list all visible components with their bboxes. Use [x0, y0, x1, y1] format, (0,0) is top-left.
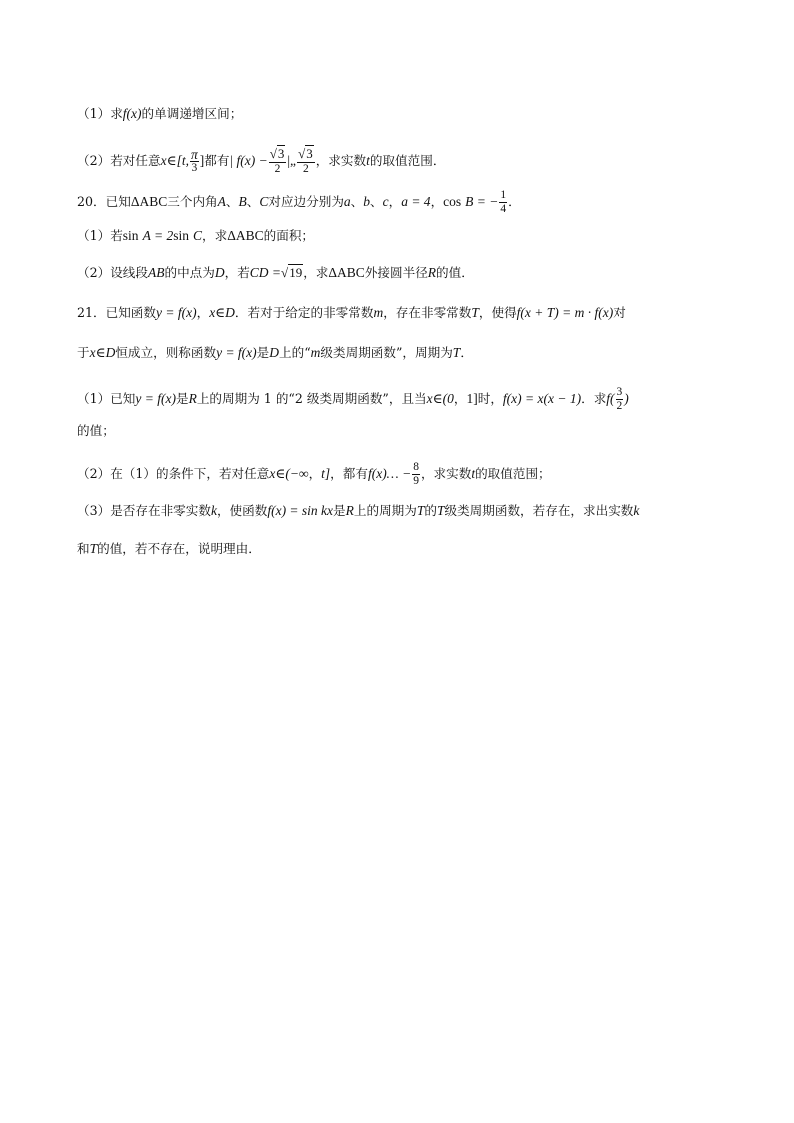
- fraction-sqrt3-over-2-b: $\frac{√3}{2}$: [298, 146, 313, 175]
- q21-stem-line2: 于x∈D恒成立，则称函数y = f(x)是D上的“m级类周期函数”，周期为T．: [77, 345, 473, 360]
- q20-part2: （2）设线段AB的中点为D，若CD =√19，求ΔABC外接圆半径R的值．: [77, 265, 474, 280]
- q21-part1-cont: 的值；: [77, 423, 115, 438]
- fraction-sqrt3-over-2: $\frac{√3}{2}$: [269, 146, 285, 175]
- fraction-pi-over-3: $\frac{\pi}{3}$: [190, 147, 198, 174]
- q21-stem-line1: 21．已知函数y = f(x)，x∈D．若对于给定的非零常数m，存在非零常数T，使得f(x + T) = m · f(x)对: [77, 305, 626, 320]
- q20-part1: （1）若sin A = 2sin C，求ΔABC的面积；: [77, 228, 315, 243]
- q21-part1: （1）已知y = f(x)是R上的周期为 1 的“2 级类周期函数”，且当x∈(0，1]时，f(x) = x(x − 1)．求f( $\frac{3}{2}$ ): [77, 386, 629, 412]
- q21-part3-cont: 和T的值，若不存在，说明理由．: [77, 541, 261, 556]
- q19-part1: （1）求f(x)的单调递增区间；: [77, 106, 243, 121]
- q19-part2: （2）若对任意x∈[t, $\frac{\pi}{3}$ ]都有| f(x) − $\frac{√3}{2}$ |„ $\frac{√3}{2}$ ，求实数t的取值范围．: [77, 146, 446, 175]
- fraction-1-over-4: $\frac{1}{4}$: [500, 189, 507, 215]
- q21-part2: （2）在（1）的条件下，若对任意x∈(−∞，t]，都有f(x)… − $\frac{8}{9}$ ，求实数t的取值范围；: [77, 461, 551, 487]
- fraction-8-over-9: $\frac{8}{9}$: [413, 461, 419, 487]
- q20-stem: 20．已知ΔABC三个内角A、B、C对应边分别为a、b、c，a = 4，cos B = − $\frac{1}{4}$ ．: [77, 189, 521, 215]
- q21-part3: （3）是否存在非零实数k，使函数f(x) = sin kx是R上的周期为T的T级类周期函数，若存在，求出实数k: [77, 503, 640, 518]
- sqrt-19: √19: [281, 265, 303, 280]
- fraction-3-over-2: $\frac{3}{2}$: [616, 386, 623, 412]
